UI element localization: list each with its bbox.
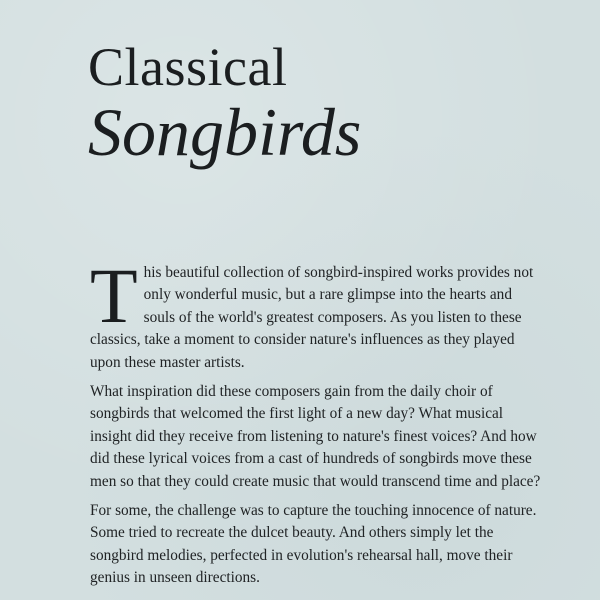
drop-cap-letter: T — [90, 252, 138, 339]
paragraph-intro-text: his beautiful collection of songbird-inspired works provides not only wonderful music, but a rare glimpse into the hearts and souls of the world's greatest composers. As you listen to these classics, take a moment to consider nature's influences as they played upon these master artists. — [90, 264, 534, 371]
title-line-songbirds: Songbirds — [88, 94, 362, 170]
paragraph-intro — [90, 252, 545, 374]
title-line-classical: Classical — [88, 37, 288, 97]
title-block — [88, 37, 528, 170]
body-text — [90, 252, 545, 597]
paragraph-questions: What inspiration did these composers gain from the daily choir of songbirds that welcomed the first light of a new day? What musical insight did they receive from listening to nature's finest voices? And how did these lyrical voices from a cast of hundreds of songbirds move these men so that they could create music that would transcend time and place? — [90, 383, 541, 490]
paragraph-closing: For some, the challenge was to capture the touching innocence of nature. Some tried to recreate the dulcet beauty. And others simply let the songbird melodies, perfected in evolution's rehearsal hall, move their genius in unseen directions. — [90, 502, 537, 587]
